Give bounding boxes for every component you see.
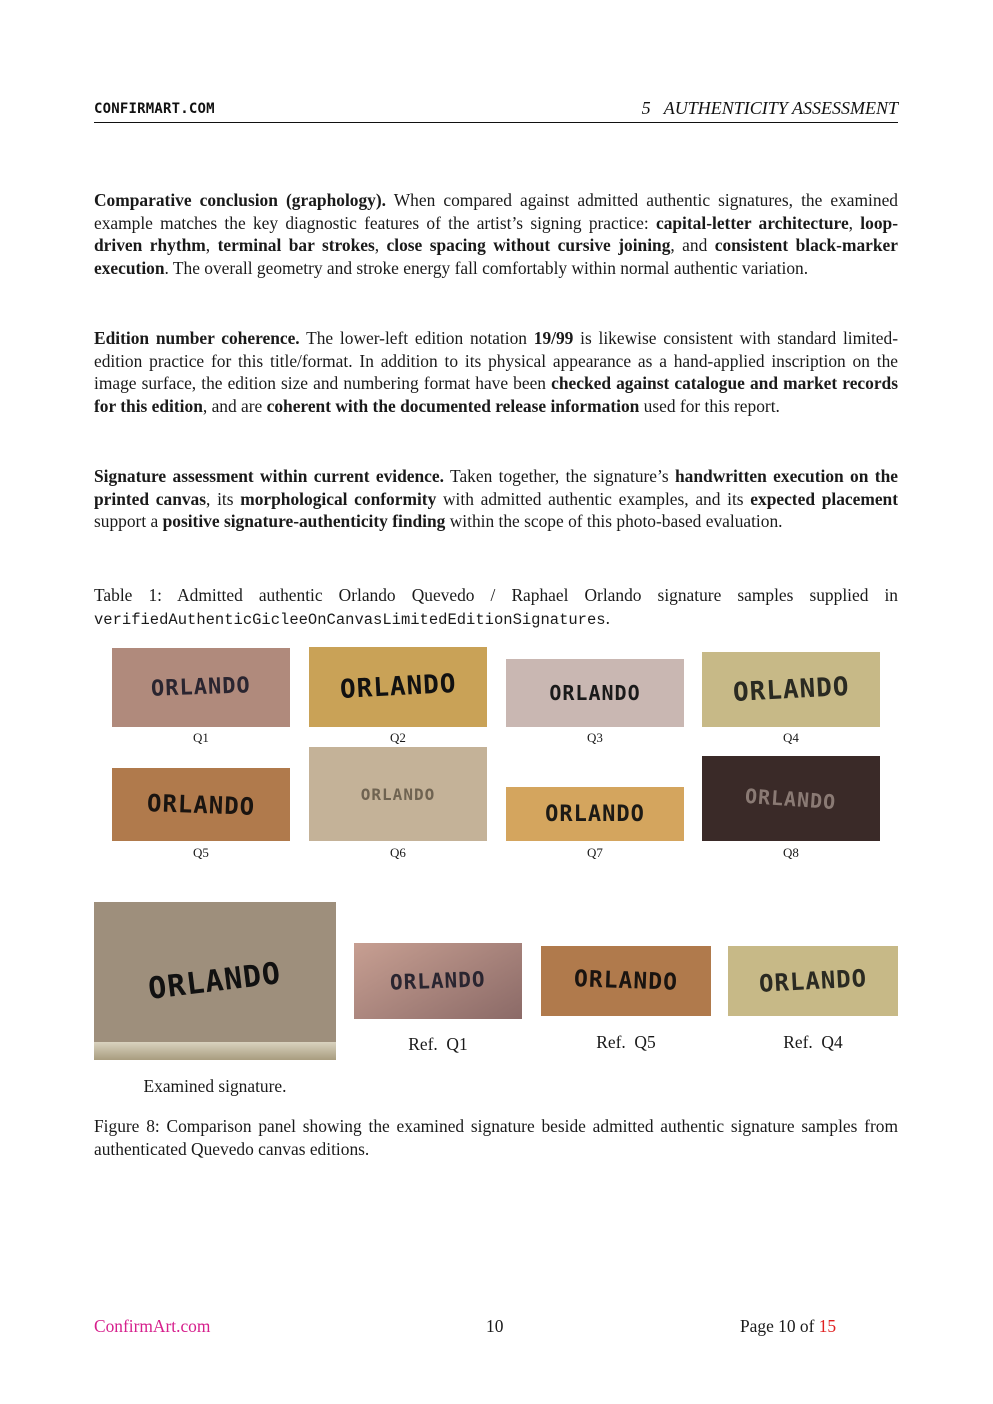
reference-label: Ref. Q1: [408, 1034, 468, 1054]
signature-text: ORLANDO: [360, 784, 436, 804]
footer-site-link[interactable]: ConfirmArt.com: [94, 1316, 211, 1336]
paragraph-comparative-conclusion: Comparative conclusion (graphology). When compared against admitted authentic signatures, the examined example matches the key diagnostic features of the artist’s signing practice: capital-letter architecture, loop-driven rhythm, terminal bar strokes, close spacing without cursive joining, and consistent black-marker execution. The overall geometry and stroke energy fall comfortably within normal authentic variation.: [94, 190, 898, 278]
signature-text: ORLANDO: [744, 783, 838, 814]
signature-sample-image: [112, 768, 290, 841]
sample-label: Q1: [193, 730, 209, 745]
signature-sample-image: [702, 652, 880, 727]
frame-edge: [94, 1042, 336, 1060]
paragraph-lead: Edition number coherence.: [94, 328, 300, 348]
signature-text: ORLANDO: [146, 788, 256, 821]
figure-caption: Figure 8: Comparison panel showing the examined signature beside admitted authentic signature samples from authenticated Quevedo canvas editions.: [94, 1116, 898, 1159]
signature-text: ORLANDO: [150, 673, 252, 702]
signature-sample-image: [309, 647, 487, 727]
sample-label: Q8: [783, 845, 799, 860]
table-caption-code: verifiedAuthenticGicleeOnCanvasLimitedEditionSignatures: [94, 610, 606, 629]
header-rule: [94, 122, 898, 123]
table-caption: Table 1: Admitted authentic Orlando Quevedo / Raphael Orlando signature samples supplied in verifiedAuthenticGicleeOnCanvasLimitedEditionSignatures.: [94, 585, 898, 629]
paragraph-lead: Signature assessment within current evidence.: [94, 466, 444, 486]
paragraph-edition-number: Edition number coherence. The lower-left edition notation 19/99 is likewise consistent with standard limited-edition practice for this title/format. In addition to its physical appearance as a hand-applied inscription on the image surface, the edition size and numbering format have been checked against catalogue and market records for this edition, and are coherent with the documented release information used for this report.: [94, 328, 898, 416]
header-logo: CONFIRMART.COM: [94, 101, 215, 117]
footer-page-count: Page 10 of 15: [740, 1316, 837, 1336]
footer-page-number: 10: [486, 1316, 504, 1336]
signature-text: ORLANDO: [389, 967, 487, 995]
signature-text: ORLANDO: [338, 668, 457, 706]
reference-label: Ref. Q5: [596, 1032, 656, 1052]
signature-text: ORLANDO: [146, 955, 284, 1007]
signature-text: ORLANDO: [731, 671, 850, 708]
sample-label: Q2: [390, 730, 406, 745]
signature-sample-image: [112, 648, 290, 727]
signature-text: ORLANDO: [573, 966, 679, 996]
signature-sample-image: [506, 787, 684, 841]
sample-label: Q4: [783, 730, 799, 745]
footer-total-pages-link[interactable]: 15: [818, 1316, 837, 1336]
reference-signature-image: [728, 946, 898, 1016]
signature-sample-image: [702, 756, 880, 841]
paragraph-lead: Comparative conclusion (graphology).: [94, 190, 386, 210]
signature-sample-image: [506, 659, 684, 727]
reference-label: Ref. Q4: [783, 1032, 843, 1052]
examined-signature-caption: Examined signature.: [143, 1076, 287, 1096]
reference-signature-image: [354, 943, 522, 1019]
sample-label: Q3: [587, 730, 603, 745]
signature-text: ORLANDO: [545, 801, 645, 827]
examined-signature-image: [94, 902, 336, 1060]
reference-signature-image: [541, 946, 711, 1016]
header-section-title: 5 AUTHENTICITY ASSESSMENT: [641, 98, 898, 118]
signature-text: ORLANDO: [758, 964, 868, 998]
sample-label: Q5: [193, 845, 209, 860]
paragraph-signature-assessment: Signature assessment within current evidence. Taken together, the signature’s handwritten execution on the printed canvas, its morphological conformity with admitted authentic examples, and its expected placement support a positive signature-authenticity finding within the scope of this photo-based evaluation.: [94, 466, 898, 531]
signature-sample-image: [309, 747, 487, 841]
sample-label: Q6: [390, 845, 406, 860]
signature-text: ORLANDO: [549, 681, 641, 705]
sample-label: Q7: [587, 845, 603, 860]
